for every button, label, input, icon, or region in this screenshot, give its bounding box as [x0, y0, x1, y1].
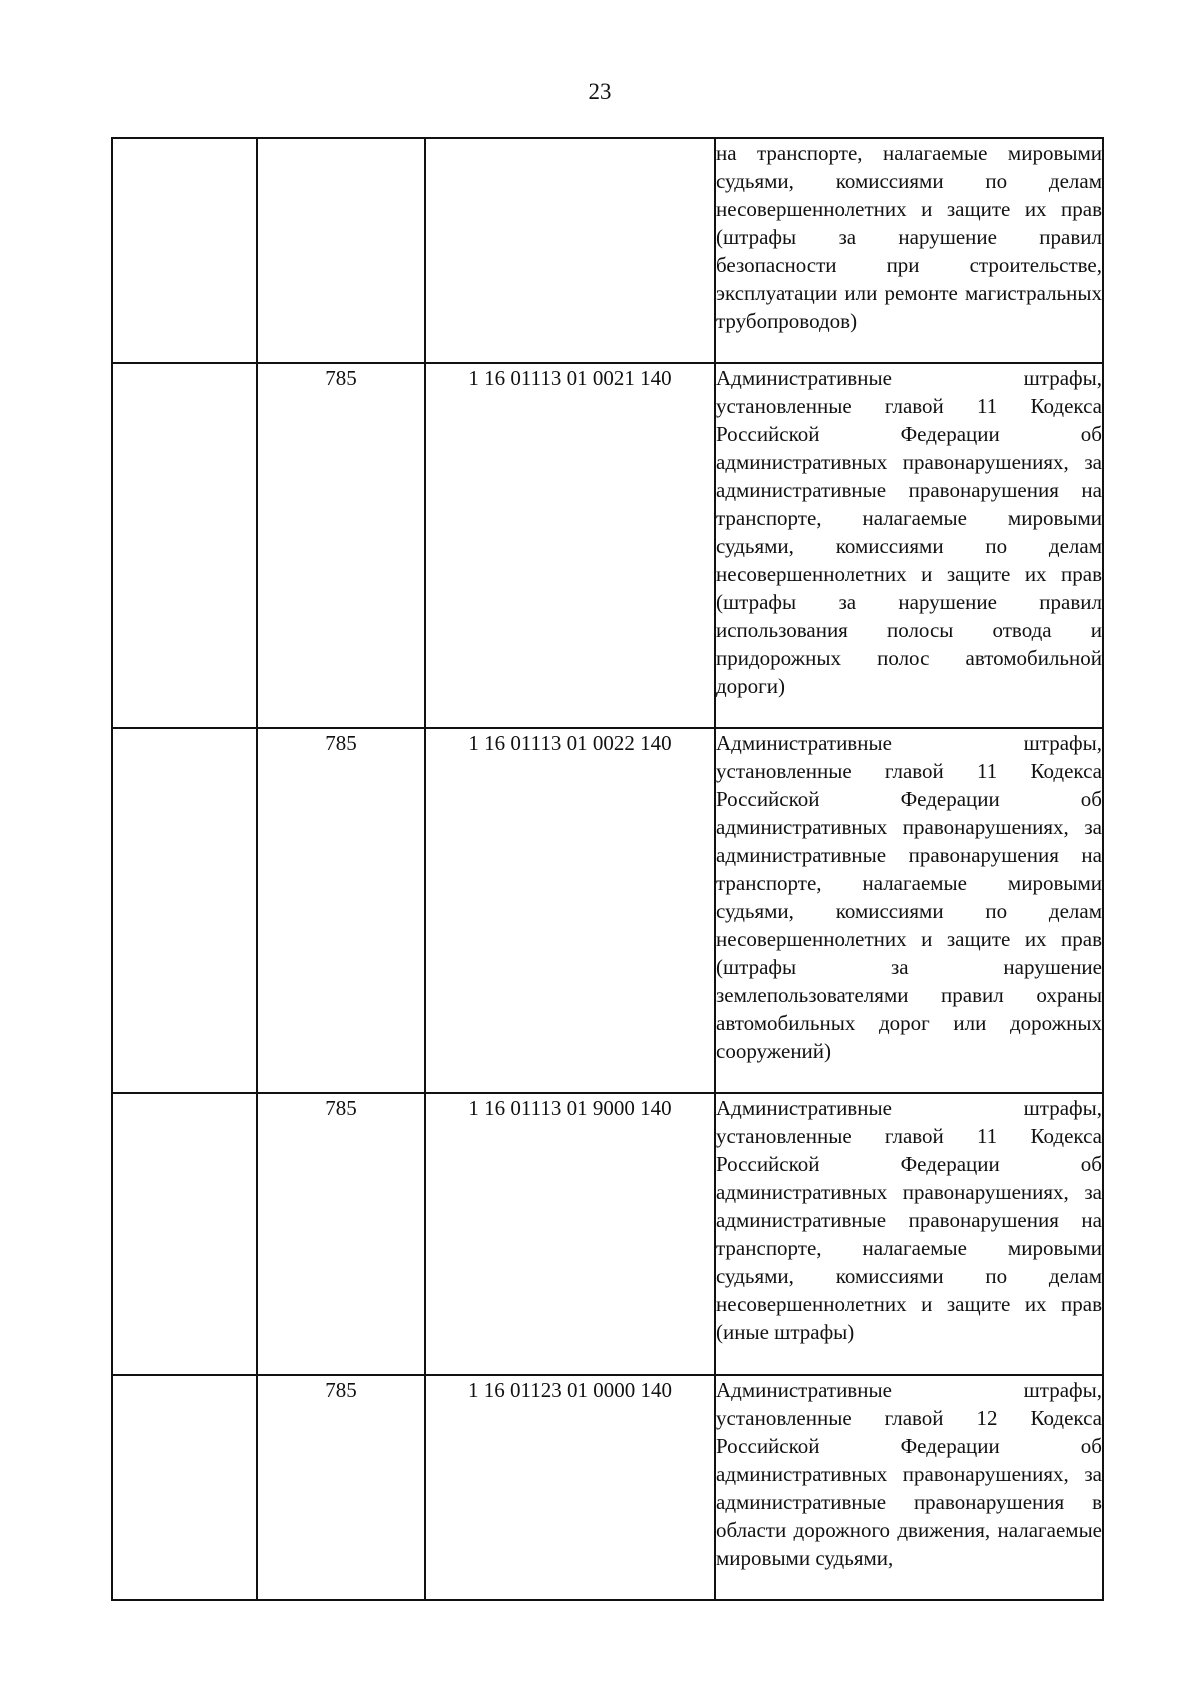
table-row	[112, 1375, 1103, 1600]
table-row	[112, 138, 1103, 363]
description-cell: Административные штрафы, установленные главой 11 Кодекса Российской Федерации об административных правонарушениях, за административные правонарушения на транспорте, налагаемые мировыми судьями, комиссиями по делам несовершеннолетних и защите их прав (штрафы за нарушение правил использования полосы отвода и придорожных полос автомобильной дороги)	[715, 363, 1103, 728]
budget-code-cell: 1 16 01113 01 0022 140	[425, 728, 715, 1093]
description-cell: Административные штрафы, установленные главой 11 Кодекса Российской Федерации об административных правонарушениях, за административные правонарушения на транспорте, налагаемые мировыми судьями, комиссиями по делам несовершеннолетних и защите их прав (штрафы за нарушение землепользователями правил охраны автомобильных дорог или дорожных сооружений)	[715, 728, 1103, 1093]
description-cell: Административные штрафы, установленные главой 11 Кодекса Российской Федерации об административных правонарушениях, за административные правонарушения на транспорте, налагаемые мировыми судьями, комиссиями по делам несовершеннолетних и защите их прав (иные штрафы)	[715, 1093, 1103, 1375]
budget-code-cell	[425, 138, 715, 363]
empty-cell	[112, 1093, 257, 1375]
description-cell: Административные штрафы, установленные главой 12 Кодекса Российской Федерации об административных правонарушениях, за административные правонарушения в области дорожного движения, налагаемые мировыми судьями,	[715, 1375, 1103, 1600]
admin-code-cell: 785	[257, 363, 425, 728]
budget-code-cell: 1 16 01113 01 0021 140	[425, 363, 715, 728]
budget-code-cell: 1 16 01113 01 9000 140	[425, 1093, 715, 1375]
admin-code-cell: 785	[257, 1093, 425, 1375]
admin-code-cell	[257, 138, 425, 363]
page-number: 23	[588, 79, 612, 104]
table-row	[112, 1093, 1103, 1375]
empty-cell	[112, 1375, 257, 1600]
admin-code-cell: 785	[257, 728, 425, 1093]
empty-cell	[112, 138, 257, 363]
empty-cell	[112, 728, 257, 1093]
table-row	[112, 363, 1103, 728]
description-cell: на транспорте, налагаемые мировыми судьями, комиссиями по делам несовершеннолетних и защите их прав (штрафы за нарушение правил безопасности при строительстве, эксплуатации или ремонте магистральных трубопроводов)	[715, 138, 1103, 363]
table-row	[112, 728, 1103, 1093]
budget-code-cell: 1 16 01123 01 0000 140	[425, 1375, 715, 1600]
budget-codes-table	[111, 137, 1104, 1601]
empty-cell	[112, 363, 257, 728]
admin-code-cell: 785	[257, 1375, 425, 1600]
